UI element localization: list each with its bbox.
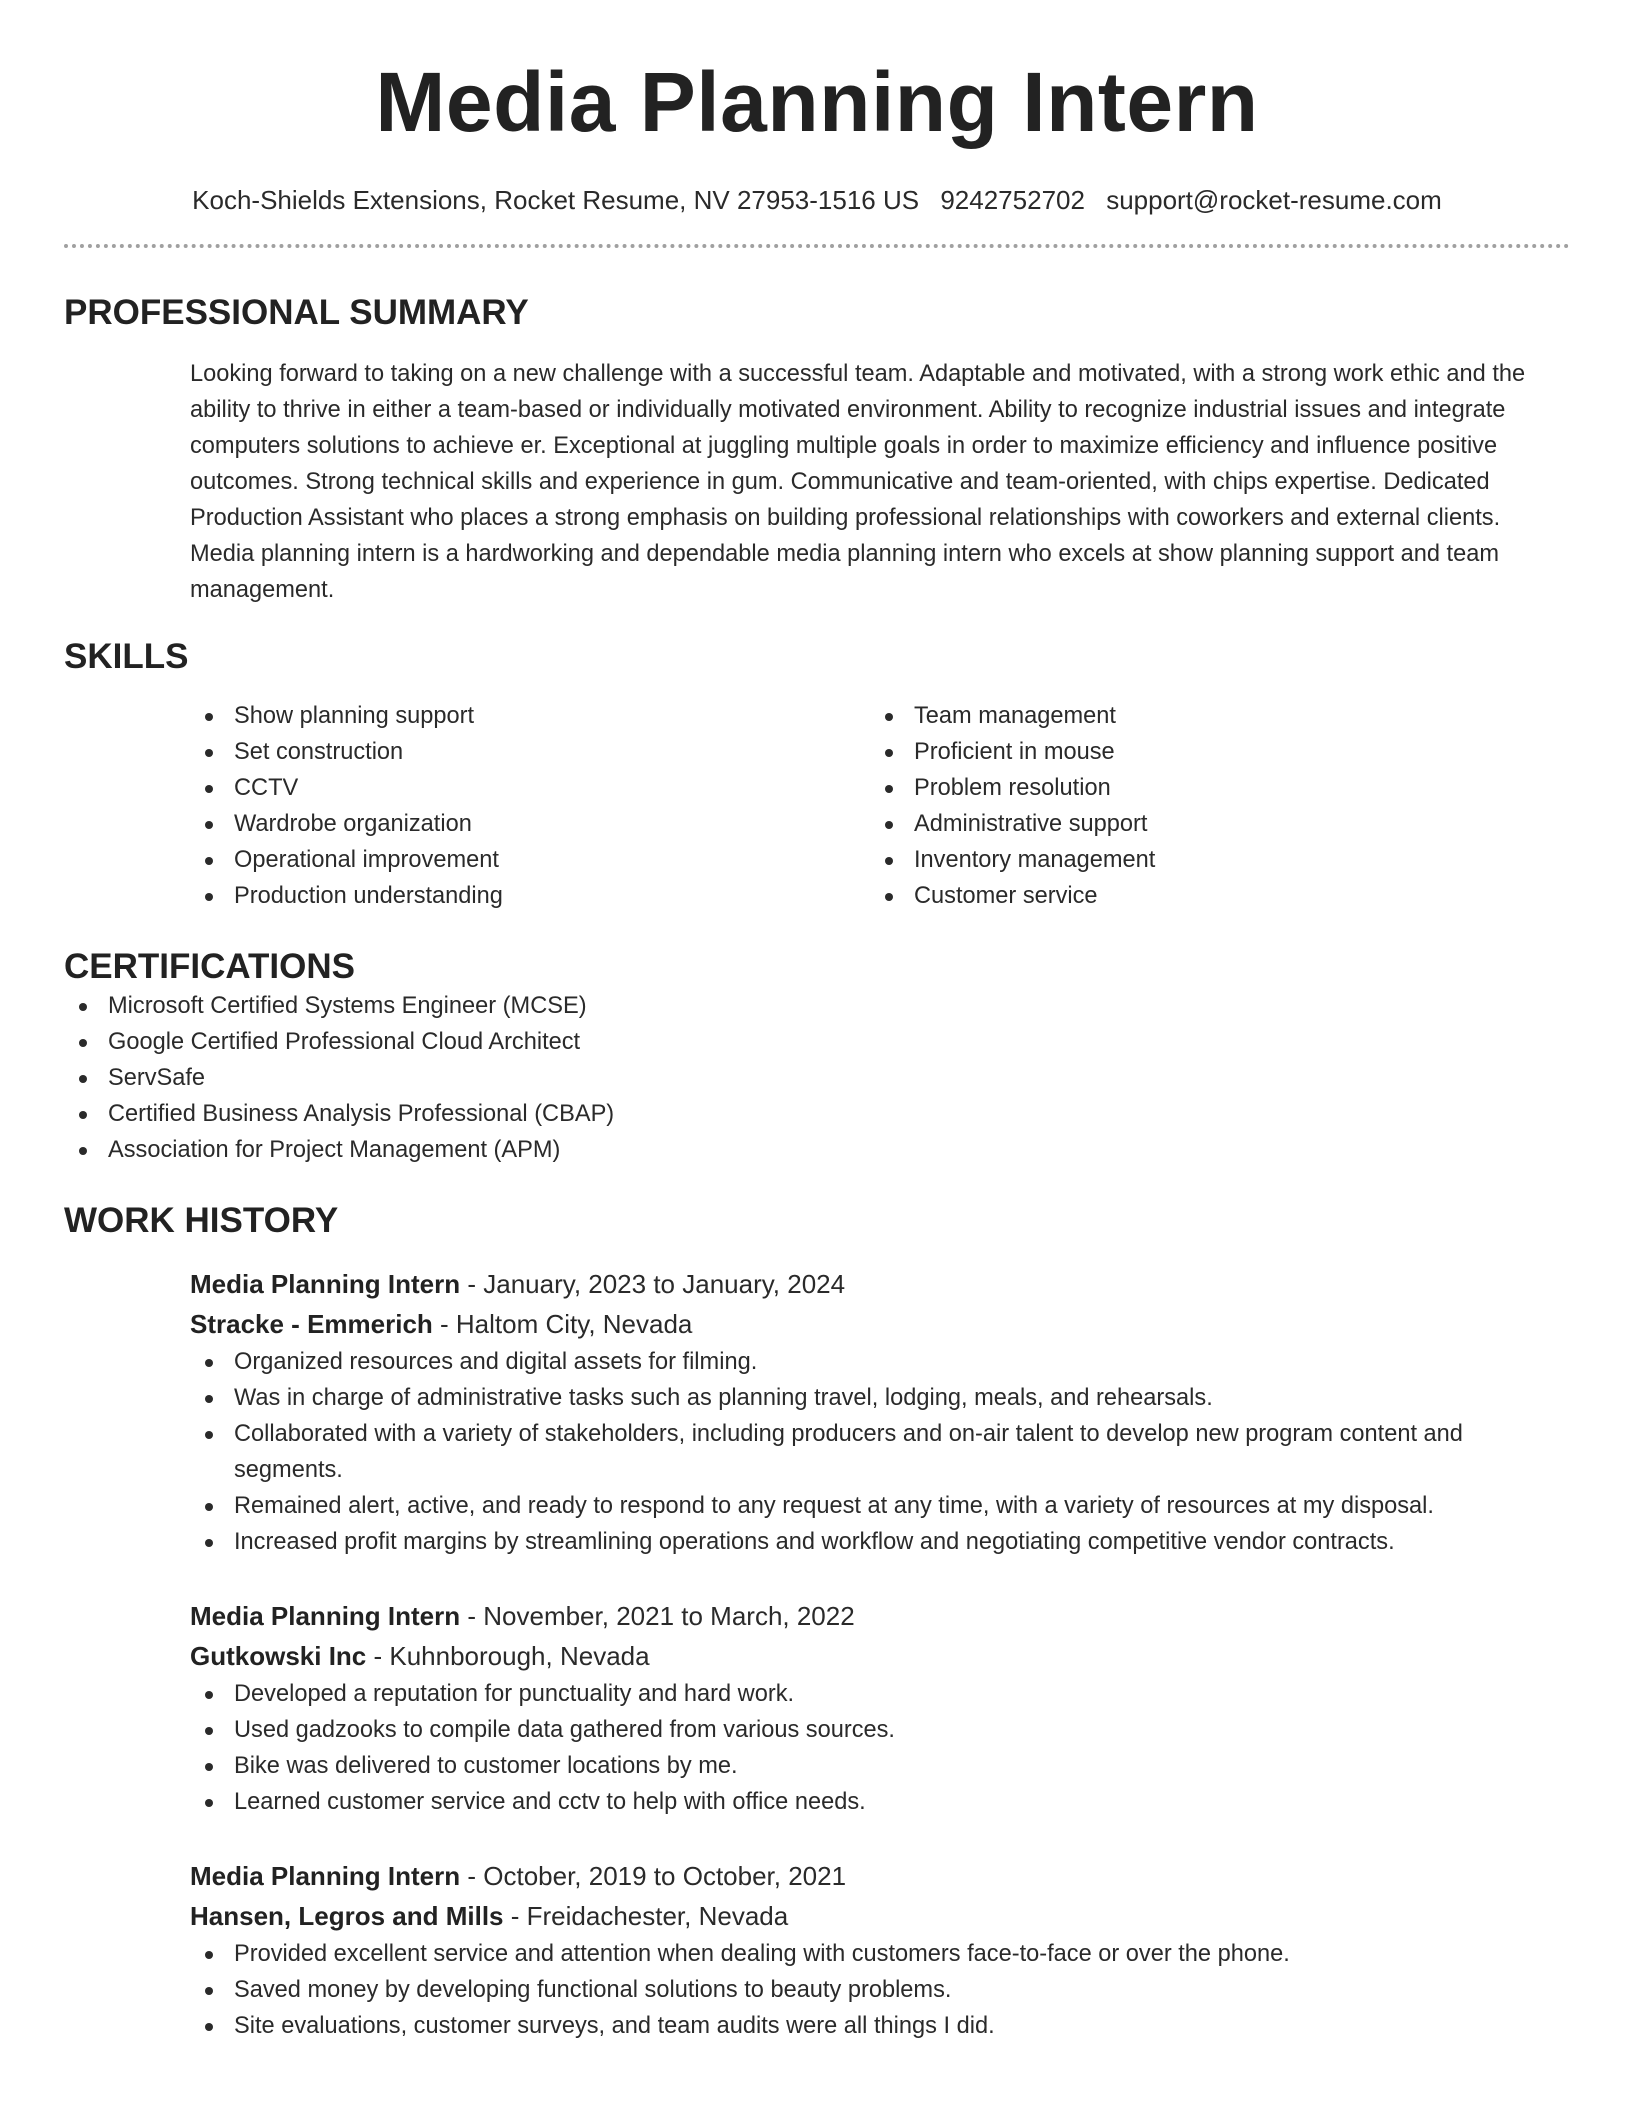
- certification-item: Certified Business Analysis Professional (CBAP): [64, 1096, 1570, 1132]
- job-dates: - January, 2023 to January, 2024: [460, 1269, 846, 1299]
- job-duties-list: [190, 1676, 1570, 1820]
- job-entry: [190, 1264, 1570, 1560]
- job-location: - Freidachester, Nevada: [503, 1901, 789, 1931]
- resume-page: [64, 0, 1570, 2044]
- job-duty: Collaborated with a variety of stakeholders, including producers and on-air talent to develop new program content and segments.: [190, 1416, 1570, 1488]
- skill-item: Administrative support: [870, 806, 1550, 842]
- skill-item: Set construction: [190, 734, 870, 770]
- job-company-line: [190, 1304, 1570, 1344]
- work-history-heading: WORK HISTORY: [64, 1201, 339, 1240]
- job-duty: Bike was delivered to customer locations by me.: [190, 1748, 1570, 1784]
- summary-text: Looking forward to taking on a new challenge with a successful team. Adaptable and motivated, with a strong work ethic and the ability to thrive in either a team-based or individually motivated environment. Ability to recognize industrial issues and integrate computers solutions to achieve er. Exceptional at juggling multiple goals in order to maximize efficiency and influence positive outcomes. Strong technical skills and experience in gum. Communicative and team-oriented, with chips expertise. Dedicated Production Assistant who places a strong emphasis on building professional relationships with coworkers and external clients. Media planning intern is a hardworking and dependable media planning intern who excels at show planning support and team management.: [190, 361, 1526, 603]
- job-company: Gutkowski Inc: [190, 1641, 367, 1671]
- contact-phone: 9242752702: [940, 185, 1085, 215]
- job-location: - Haltom City, Nevada: [432, 1309, 693, 1339]
- job-dates: - October, 2019 to October, 2021: [460, 1861, 847, 1891]
- job-entry: [190, 1856, 1570, 2044]
- job-title-line: [190, 1264, 1570, 1304]
- job-company: Hansen, Legros and Mills: [190, 1901, 504, 1931]
- skill-item: CCTV: [190, 770, 870, 806]
- skill-item: Team management: [870, 698, 1550, 734]
- skills-heading: SKILLS: [64, 637, 189, 676]
- job-company-line: [190, 1896, 1570, 1936]
- job-duty: Increased profit margins by streamlining operations and workflow and negotiating competitive vendor contracts.: [190, 1524, 1570, 1560]
- job-duty: Organized resources and digital assets for filming.: [190, 1344, 1570, 1380]
- job-location: - Kuhnborough, Nevada: [366, 1641, 650, 1671]
- skill-item: Wardrobe organization: [190, 806, 870, 842]
- certification-item: ServSafe: [64, 1060, 1570, 1096]
- skill-item: Show planning support: [190, 698, 870, 734]
- job-duties-list: [190, 1344, 1570, 1560]
- job-company: Stracke - Emmerich: [190, 1309, 433, 1339]
- certification-item: Association for Project Management (APM): [64, 1132, 1570, 1168]
- certification-item: Microsoft Certified Systems Engineer (MCSE): [64, 988, 1570, 1024]
- skill-item: Inventory management: [870, 842, 1550, 878]
- job-duty: Learned customer service and cctv to help with office needs.: [190, 1784, 1570, 1820]
- summary-heading: PROFESSIONAL SUMMARY: [64, 293, 529, 332]
- job-role: Media Planning Intern: [190, 1601, 461, 1631]
- skills-list-right: [870, 698, 1550, 914]
- header-divider: [64, 244, 1570, 248]
- job-duty: Developed a reputation for punctuality and hard work.: [190, 1676, 1570, 1712]
- job-duty: Provided excellent service and attention when dealing with customers face-to-face or over the phone.: [190, 1936, 1570, 1972]
- skills-grid: [190, 698, 1570, 914]
- skill-item: Operational improvement: [190, 842, 870, 878]
- certification-item: Google Certified Professional Cloud Architect: [64, 1024, 1570, 1060]
- job-role: Media Planning Intern: [190, 1269, 461, 1299]
- job-company-line: [190, 1636, 1570, 1676]
- skills-list-left: [190, 698, 870, 914]
- skill-item: Production understanding: [190, 878, 870, 914]
- job-title-line: [190, 1856, 1570, 1896]
- job-duties-list: [190, 1936, 1570, 2044]
- contact-email: support@rocket-resume.com: [1106, 185, 1442, 215]
- job-duty: Remained alert, active, and ready to respond to any request at any time, with a variety of resources at my disposal.: [190, 1488, 1570, 1524]
- skill-item: Customer service: [870, 878, 1550, 914]
- contact-line: [64, 184, 1570, 216]
- skill-item: Problem resolution: [870, 770, 1550, 806]
- job-title-line: [190, 1596, 1570, 1636]
- job-dates: - November, 2021 to March, 2022: [460, 1601, 855, 1631]
- skill-item: Proficient in mouse: [870, 734, 1550, 770]
- certifications-heading: CERTIFICATIONS: [64, 947, 356, 986]
- job-duty: Site evaluations, customer surveys, and team audits were all things I did.: [190, 2008, 1570, 2044]
- job-entry: [190, 1596, 1570, 1820]
- job-duty: Used gadzooks to compile data gathered from various sources.: [190, 1712, 1570, 1748]
- certifications-list: [64, 988, 1570, 1168]
- job-role: Media Planning Intern: [190, 1861, 461, 1891]
- resume-name: Media Planning Intern: [375, 55, 1259, 149]
- job-duty: Was in charge of administrative tasks such as planning travel, lodging, meals, and rehearsals.: [190, 1380, 1570, 1416]
- job-duty: Saved money by developing functional solutions to beauty problems.: [190, 1972, 1570, 2008]
- contact-address: Koch-Shields Extensions, Rocket Resume, NV 27953-1516 US: [192, 185, 920, 215]
